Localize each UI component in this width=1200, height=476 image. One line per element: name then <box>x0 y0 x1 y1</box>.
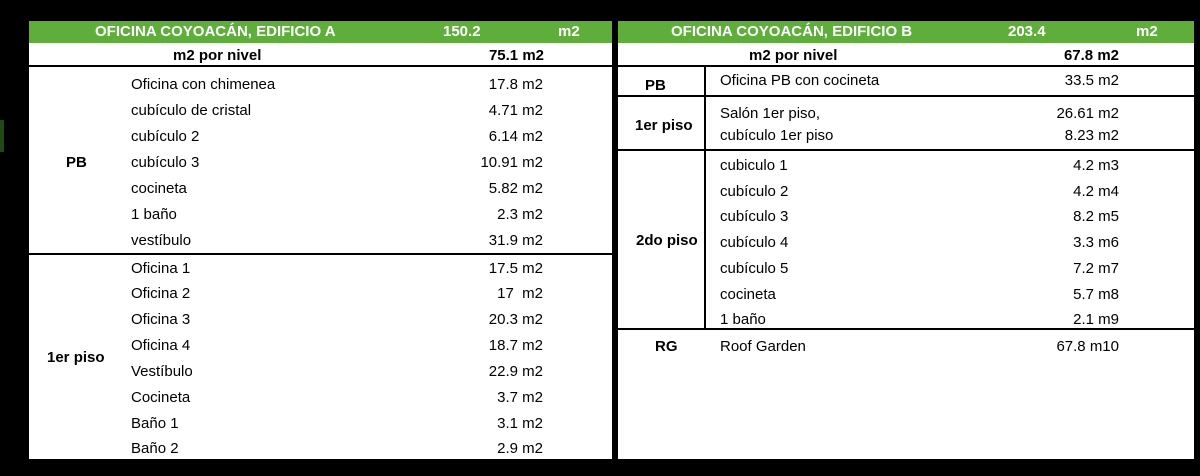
edificio-a-title: OFICINA COYOACÁN, EDIFICIO A <box>95 23 336 40</box>
room-row <box>618 127 1194 151</box>
edificio-b-table <box>618 21 1194 459</box>
edificio-a-header <box>29 21 612 43</box>
room-name: Oficina 1 <box>131 260 191 277</box>
room-area: 8.23 m2 <box>1064 127 1119 144</box>
room-area: 67.8 m10 <box>1056 338 1119 355</box>
edificio-b-per-level <box>618 43 1194 67</box>
room-name: cubículo 1er piso <box>720 127 834 144</box>
room-area: 2.9 m2 <box>497 440 543 457</box>
room-row <box>618 183 1194 207</box>
room-area: 18.7 m2 <box>488 337 543 354</box>
room-row <box>29 232 612 256</box>
room-area: 4.2 m3 <box>1073 157 1119 174</box>
room-row <box>29 337 612 361</box>
room-area: 26.61 m2 <box>1056 105 1119 122</box>
room-row <box>618 286 1194 310</box>
room-area: 10.91 m2 <box>480 154 543 171</box>
room-name: Baño 1 <box>131 415 179 432</box>
room-row <box>29 311 612 335</box>
room-name: Roof Garden <box>720 338 806 355</box>
room-name: Vestíbulo <box>131 363 193 380</box>
room-name: cocineta <box>131 180 187 197</box>
room-name: Oficina 2 <box>131 285 191 302</box>
room-name: cubículo 2 <box>131 128 200 145</box>
room-area: 3.3 m6 <box>1073 234 1119 251</box>
room-area: 5.7 m8 <box>1073 286 1119 303</box>
room-name: Oficina PB con cocineta <box>720 72 880 89</box>
room-area: 3.1 m2 <box>497 415 543 432</box>
edificio-b-level-pb: PB <box>645 77 666 94</box>
edificio-b-total-unit: m2 <box>1136 23 1158 40</box>
room-row <box>618 105 1194 129</box>
room-row <box>618 260 1194 284</box>
room-area: 2.1 m9 <box>1073 311 1119 328</box>
edificio-b-level-1er: 1er piso <box>635 117 693 134</box>
room-row <box>29 285 612 309</box>
room-row <box>29 180 612 204</box>
room-name: Oficina 3 <box>131 311 191 328</box>
edificio-b-header <box>618 21 1194 43</box>
room-row <box>29 76 612 100</box>
room-name: cubículo de cristal <box>131 102 252 119</box>
room-area: 17 m2 <box>497 285 543 302</box>
room-name: cubículo 4 <box>720 234 789 251</box>
room-name: cubiculo 1 <box>720 157 788 174</box>
edificio-b-title: OFICINA COYOACÁN, EDIFICIO B <box>671 23 913 40</box>
room-area: 6.14 m2 <box>488 128 543 145</box>
left-edge-mark <box>0 120 4 152</box>
room-area: 5.82 m2 <box>488 180 543 197</box>
room-name: cocineta <box>720 286 776 303</box>
edificio-a-total: 150.2 <box>443 23 481 40</box>
room-row <box>618 157 1194 181</box>
edificio-a-total-unit: m2 <box>558 23 580 40</box>
room-row <box>29 415 612 439</box>
room-area: 8.2 m5 <box>1073 208 1119 225</box>
room-row <box>29 363 612 387</box>
edificio-a-per-level <box>29 43 612 67</box>
edificio-b-level-rg: RG <box>655 338 678 355</box>
room-area: 4.71 m2 <box>488 102 543 119</box>
room-area: 4.2 m4 <box>1073 183 1119 200</box>
room-name: Oficina con chimenea <box>131 76 276 93</box>
room-area: 2.3 m2 <box>497 206 543 223</box>
edificio-a-per-level-label: m2 por nivel <box>173 47 262 64</box>
edificio-b-total: 203.4 <box>1008 23 1046 40</box>
room-area: 17.8 m2 <box>488 76 543 93</box>
edificio-a-table <box>29 21 612 459</box>
room-area: 20.3 m2 <box>488 311 543 328</box>
room-area: 17.5 m2 <box>488 260 543 277</box>
room-area: 33.5 m2 <box>1064 72 1119 89</box>
room-name: 1 baño <box>720 311 766 328</box>
room-name: Baño 2 <box>131 440 179 457</box>
room-name: Salón 1er piso, <box>720 105 821 122</box>
room-row <box>618 72 1194 96</box>
room-area: 3.7 m2 <box>497 389 543 406</box>
room-row <box>618 234 1194 258</box>
room-name: cubículo 3 <box>720 208 789 225</box>
room-name: 1 baño <box>131 206 177 223</box>
room-row <box>618 338 1194 362</box>
room-row <box>29 260 612 284</box>
edificio-b-per-level-value: 67.8 m2 <box>1063 47 1119 64</box>
room-name: Cocineta <box>131 389 191 406</box>
room-name: cubículo 2 <box>720 183 789 200</box>
room-area: 22.9 m2 <box>488 363 543 380</box>
room-row <box>29 440 612 464</box>
room-row <box>29 128 612 152</box>
room-row <box>618 208 1194 232</box>
edificio-a-level-1er: 1er piso <box>47 349 105 366</box>
room-name: Oficina 4 <box>131 337 191 354</box>
room-row <box>618 311 1194 335</box>
room-row <box>29 102 612 126</box>
room-row <box>29 389 612 413</box>
edificio-a-per-level-value: 75.1 m2 <box>488 47 544 64</box>
edificio-b-level-2do: 2do piso <box>636 232 698 249</box>
room-name: vestíbulo <box>131 232 192 249</box>
room-name: cubículo 3 <box>131 154 200 171</box>
edificio-a-level-pb: PB <box>66 154 87 171</box>
room-row <box>29 206 612 230</box>
room-row <box>29 154 612 178</box>
room-name: cubículo 5 <box>720 260 789 277</box>
room-area: 31.9 m2 <box>488 232 543 249</box>
room-area: 7.2 m7 <box>1073 260 1119 277</box>
edificio-b-per-level-label: m2 por nivel <box>749 47 838 64</box>
